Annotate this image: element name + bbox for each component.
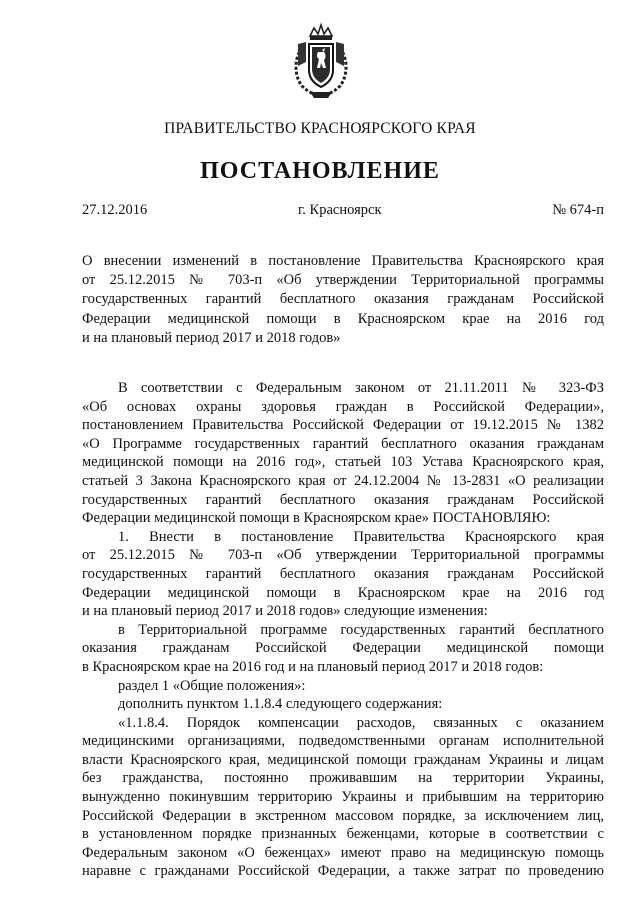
body-line: «1.1.8.4. Порядок компенсации расходов, связанных с оказанием [118,714,604,731]
body-line: «О Программе государственных гарантий бесплатного оказания гражданам [82,435,604,452]
krasnoyarsk-coat-of-arms-icon [288,22,354,100]
body-line: медицинской помощи на 2016 год», статьей 103 Устава Красноярского края, [82,454,604,471]
document-type-heading: ПОСТАНОВЛЕНИЕ [200,158,440,184]
body-line: Федеральным законом «О беженцах» имеют право на медицинскую помощь [82,844,604,861]
body-line: медицинскими организациями, подведомственными органам исполнительной [82,733,604,750]
document-number: № 674-п [552,202,604,218]
document-date: 27.12.2016 [82,202,148,218]
document-city: г. Красноярск [298,202,382,218]
title-line: от 25.12.2015 № 703-п «Об утверждении Территориальной программы [82,272,604,289]
body-line: в установленном порядке признанных беженцами, которые в соответствии с [82,826,604,843]
title-line: Федерации медицинской помощи в Красноярском крае на 2016 год [82,310,604,327]
body-line: наравне с гражданами Российской Федерации, а также затрат по проведению [82,863,604,880]
body-line: Федерации медицинской помощи в Красноярском крае на 2016 год [82,584,604,601]
body-line: «Об основах охраны здоровья граждан в Российской Федерации», [82,398,604,415]
document-title [82,252,604,348]
title-line: и на плановый период 2017 и 2018 годов» [82,329,341,346]
body-line: оказания гражданам Российской Федерации медицинской помощи [82,640,604,657]
title-line: государственных гарантий бесплатного оказания гражданам Российской [82,291,604,308]
title-line: О внесении изменений в постановление Правительства Красноярского края [82,253,604,269]
body-line: государственных гарантий бесплатного оказания гражданам Российской [82,565,604,582]
body-line: власти Красноярского края, медицинской помощи гражданам Украины и лицам [82,751,604,768]
body-line: В соответствии с Федеральным законом от 21.11.2011 № 323-ФЗ [118,380,604,396]
body-line: постановлением Правительства Российской Федерации от 19.12.2015 № 1382 [82,417,604,434]
document-body [82,379,604,881]
body-line: раздел 1 «Общие положения»: [118,677,306,694]
body-line: и на плановый период 2017 и 2018 годов» следующие изменения: [82,603,488,620]
body-line: от 25.12.2015 № 703-п «Об утверждении Территориальной программы [82,547,604,564]
body-line: вынужденно покинувшим территорию Украины и прибывшим на территорию [82,789,604,806]
body-line: Российской Федерации в экстренном массовом порядке, за исключением лиц, [82,807,604,824]
organization-name: ПРАВИТЕЛЬСТВО КРАСНОЯРСКОГО КРАЯ [164,120,476,137]
body-line: без гражданства, постоянно проживавшим на территории Украины, [82,770,604,787]
body-line: статьей 3 Закона Красноярского края от 24.12.2004 № 13-2831 «О реализации [82,472,604,489]
body-line: в Красноярском крае на 2016 год и на плановый период 2017 и 2018 годов: [82,658,544,675]
body-line: дополнить пунктом 1.1.8.4 следующего содержания: [118,696,443,713]
body-line: Федерации медицинской помощи в Красноярском крае» ПОСТАНОВЛЯЮ: [82,510,551,527]
body-line: в Территориальной программе государственных гарантий бесплатного [118,621,604,638]
body-line: 1. Внести в постановление Правительства Красноярского края [118,528,604,545]
body-line: государственных гарантий бесплатного оказания гражданам Российской [82,491,604,508]
